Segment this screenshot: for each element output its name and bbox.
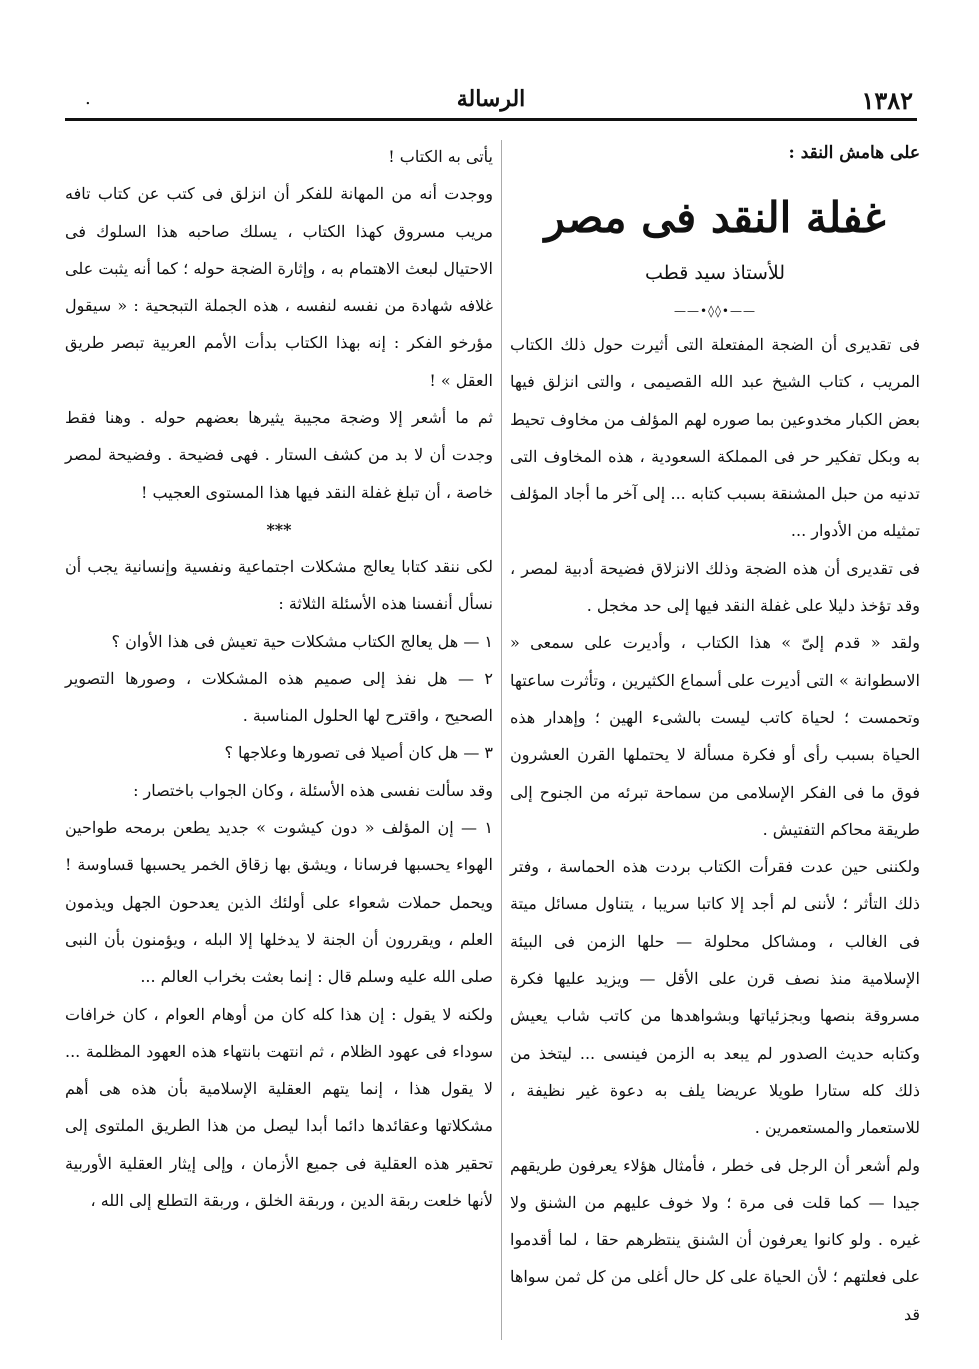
column-divider bbox=[501, 140, 502, 1340]
paragraph: ولم أشعر أن الرجل فى خطر ، فأمثال هؤلاء يعرفون طريقهم جيدا — كما قلت فى مرة ؛ ولا خوف عليهم من الشنق ولا غيره . ولو كانوا يعرفون أن الشنق ينتظرهم حقا ، لما أقدموا على فعلتهم ؛ لأن الحياة على كل حال أغلى من كل ثمن سواها قد bbox=[510, 1155, 920, 1324]
section-kicker: على هامش النقد : bbox=[788, 143, 920, 163]
paragraph: لكى ننقد كتابا يعالج مشكلات اجتماعية ونفسية وإنسانية يجب أن نسأل أنفسنا هذه الأسئلة الثلاثة : bbox=[65, 556, 493, 614]
header-mark: . bbox=[85, 88, 91, 109]
article-author: للأستاذ سيد قطب bbox=[644, 262, 786, 284]
article-title: غفلة النقد فى مصر bbox=[544, 193, 886, 242]
right-column bbox=[510, 138, 920, 1333]
paragraph: وقد سألت نفسى هذه الأسئلة ، وكان الجواب باختصار : bbox=[133, 780, 493, 800]
magazine-title: الرسالة bbox=[456, 86, 526, 112]
question-item: ٢ — هل نفذ إلى صميم هذه المشكلات ، وصورها التصوير الصحيح ، واقترح لها الحلول المناسبة . bbox=[65, 668, 493, 726]
paragraph: ولكننى حين عدت فقرأت الكتاب بردت هذه الحماسة ، وفتر ذلك التأثر ؛ لأننى لم أجد إلا كاتبا سريبا ، يتناول مسائل ميتة فى الغالب ، ومشاكل محلولة — حلها الزمن فى البيئة الإسلامية منذ نصف قرن على الأقل — ويزيد عليها فكرة مسروقة بنصها وبجزئياتها وبشواهدها من كاتب شاب يعيش وكتابه حديث الصدور لم يبعد به الزمن فينسى ... ليتخذ من ذلك كله ستارا طويلا عريضا يلف به دعوة غير نظيفة ، للاستعمار والمستعمرين . bbox=[510, 857, 920, 1138]
paragraph: ووجدت أنه من المهانة للفكر أن انزلق فى كتب عن كتاب تافه مريب مسروق كهذا الكتاب ، يسلك صاحبه هذا السلوك فى الاحتيال لبعث الاهتمام به ، وإثارة الضجة حوله ؛ كما أنه يثبت على غلافه شهادة من نفسه لنفسه ، هذه الجملة التبجحية : « سيقول مؤرخو الفكر : إنه بهذا الكتاب بدأت الأمم العربية تبصر طريق العقل » ! bbox=[65, 184, 493, 390]
question-item: ١ — هل يعالج الكتاب مشكلات حية تعيش فى هذا الأوان ؟ bbox=[111, 631, 493, 651]
paragraph: ثم ما أشعر إلا وضجة مجيبة يثيرها بعضهم حوله . وهنا فقط وجدت أن لا بد من كشف الستار . فهى فضيحة . وفضيحة لمصر خاصة ، أن تبلغ غفلة النقد فيها هذا المستوى العجيب ! bbox=[65, 408, 493, 502]
paragraph: يأتى به الكتاب ! bbox=[388, 147, 493, 166]
paragraph: فى تقديرى أن الضجة المفتعلة التى أثيرت حول ذلك الكتاب المريب ، كتاب الشيخ عبد الله القصيمى ، والتى انزلق فيها بعض الكبار مخدوعين بما صوره لهم المؤلف من مخاوف تحيط به وبكل تفكير حر فى المملكة السعودية ، هذه المخاوف التى تدنيه من حبل المشنقة بسبب كتابه ... إلى آخر ما أجاد المؤلف تمثيله من الأدوار ... bbox=[510, 335, 920, 541]
paragraph: فى تقديرى أن هذه الضجة وذلك الانزلاق فضيحة أدبية لمصر ، وقد تؤخذ دليلا على غفلة النقد فيها إلى حد مخجل . bbox=[510, 558, 920, 616]
left-column bbox=[65, 138, 493, 1219]
page-number: ١٣٨٢ bbox=[861, 86, 913, 115]
question-item: ٣ — هل كان أصيلا فى تصورها وعلاجها ؟ bbox=[224, 743, 493, 763]
paragraph: ولقد « قدم إلىّ » هذا الكتاب ، وأديرت على سمعى « الاسطوانة » التى أديرت على أسماع الكثيرين ، وتأثرت ساعتها وتحمست ؛ لحياة كاتب ليست بالشىء الهين ؛ وإهدار هذه الحياة بسبب رأى أو فكرة مسألة لا يحتملها القرن العشرون فوق ما فى الفكر الإسلامى من سماحة تبرئه من الجنوح إلى طريقة محاكم التفتيش . bbox=[510, 633, 920, 839]
section-separator: *** bbox=[266, 519, 292, 539]
header-rule bbox=[65, 118, 917, 121]
answer-item: ١ — إن المؤلف « دون كيشوت » جديد يطعن برمحه طواحين الهواء يحسبها فرسانا ، ويشق بها زقاق الخمر يحسبها قساوسة ! ويحمل حملات شعواء على أولئك الذين يعدحون الجهل ويذمون العلم ، ويقررون أن الجنة لا يدخلها إلا البله ، ويؤمنون بأن النبى صلى الله عليه وسلم قال : إنما بعثت بخراب العالم ... bbox=[65, 818, 493, 987]
ornament-divider: ——•◊◊•—— bbox=[673, 304, 756, 318]
page-header bbox=[65, 82, 917, 118]
paragraph: ولكنه لا يقول : إن هذا كله كان من أوهام العوام ، كان خرافات سوداء فى عهود الظلام ، ثم انتهت بانتهاء هذه العهود المظلمة ... لا يقول هذا ، إنما يتهم العقلية الإسلامية بأن هذه هى أهم مشكلاتها وعقائدها دائما أبدا ليصل من هذا الطريق الملتوى إلى تحقير هذه العقلية فى جميع الأزمان ، وإلى إيثار العقلية الأوربية لأنها خلعت ربقة الدين ، وربقة الخلق ، وربقة التطلع إلى الله ، bbox=[65, 1004, 493, 1211]
